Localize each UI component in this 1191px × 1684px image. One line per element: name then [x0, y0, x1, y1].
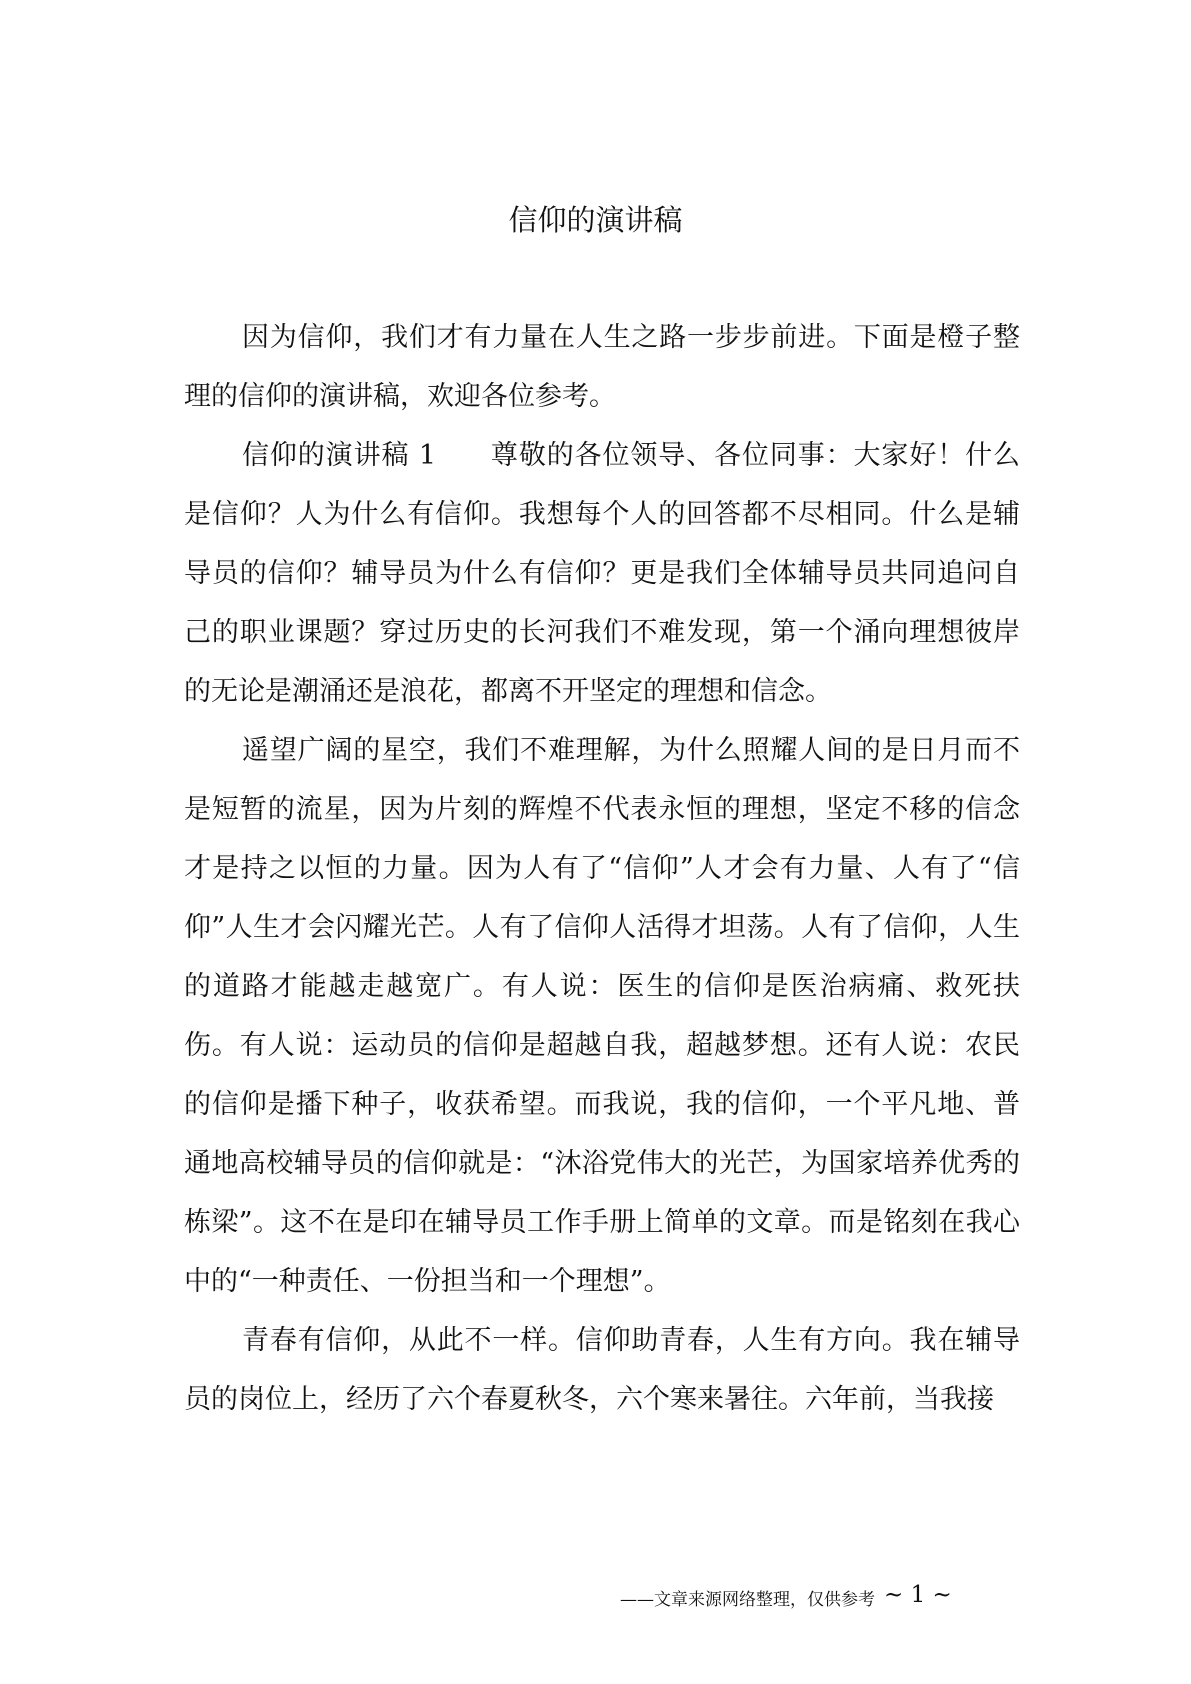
document-title: 信仰的演讲稿	[508, 203, 683, 237]
paragraph-intro: 因为信仰，我们才有力量在人生之路一步步前进。下面是橙子整理的信仰的演讲稿，欢迎各位参考。	[184, 322, 1020, 412]
paragraph-speech-opening-text: 尊敬的各位领导、各位同事：大家好！什么是信仰？人为什么有信仰。我想每个人的回答都不尽相同。什么是辅导员的信仰？辅导员为什么有信仰？更是我们全体辅导员共同追问自己的职业课题？穿过历史的长河我们不难发现，第一个涌向理想彼岸的无论是潮涌还是浪花，都离不开坚定的理想和信念。	[184, 440, 1021, 707]
footer-source-note: ——文章来源网络整理，仅供参考	[620, 1590, 875, 1610]
page-number: ~ 1 ~	[884, 1582, 952, 1608]
section-heading: 信仰的演讲稿 1	[242, 440, 437, 471]
paragraph-stars: 遥望广阔的星空，我们不难理解，为什么照耀人间的是日月而不是短暂的流星，因为片刻的辉煌不代表永恒的理想，坚定不移的信念才是持之以恒的力量。因为人有了“信仰”人才会有力量、人有了“信仰”人生才会闪耀光芒。人有了信仰人活得才坦荡。人有了信仰，人生的道路才能越走越宽广。有人说：医生的信仰是医治病痛、救死扶伤。有人说：运动员的信仰是超越自我，超越梦想。还有人说：农民的信仰是播下种子，收获希望。而我说，我的信仰，一个平凡地、普通地高校辅导员的信仰就是：“沐浴党伟大的光芒，为国家培养优秀的栋梁”。这不在是印在辅导员工作手册上简单的文章。而是铭刻在我心中的“一种责任、一份担当和一个理想”。	[184, 735, 1020, 1297]
document-body	[184, 308, 1020, 1429]
paragraph-speech-opening	[184, 426, 1020, 721]
paragraph-youth: 青春有信仰，从此不一样。信仰助青春，人生有方向。我在辅导员的岗位上，经历了六个春夏秋冬，六个寒来暑往。六年前，当我接	[184, 1325, 1020, 1415]
